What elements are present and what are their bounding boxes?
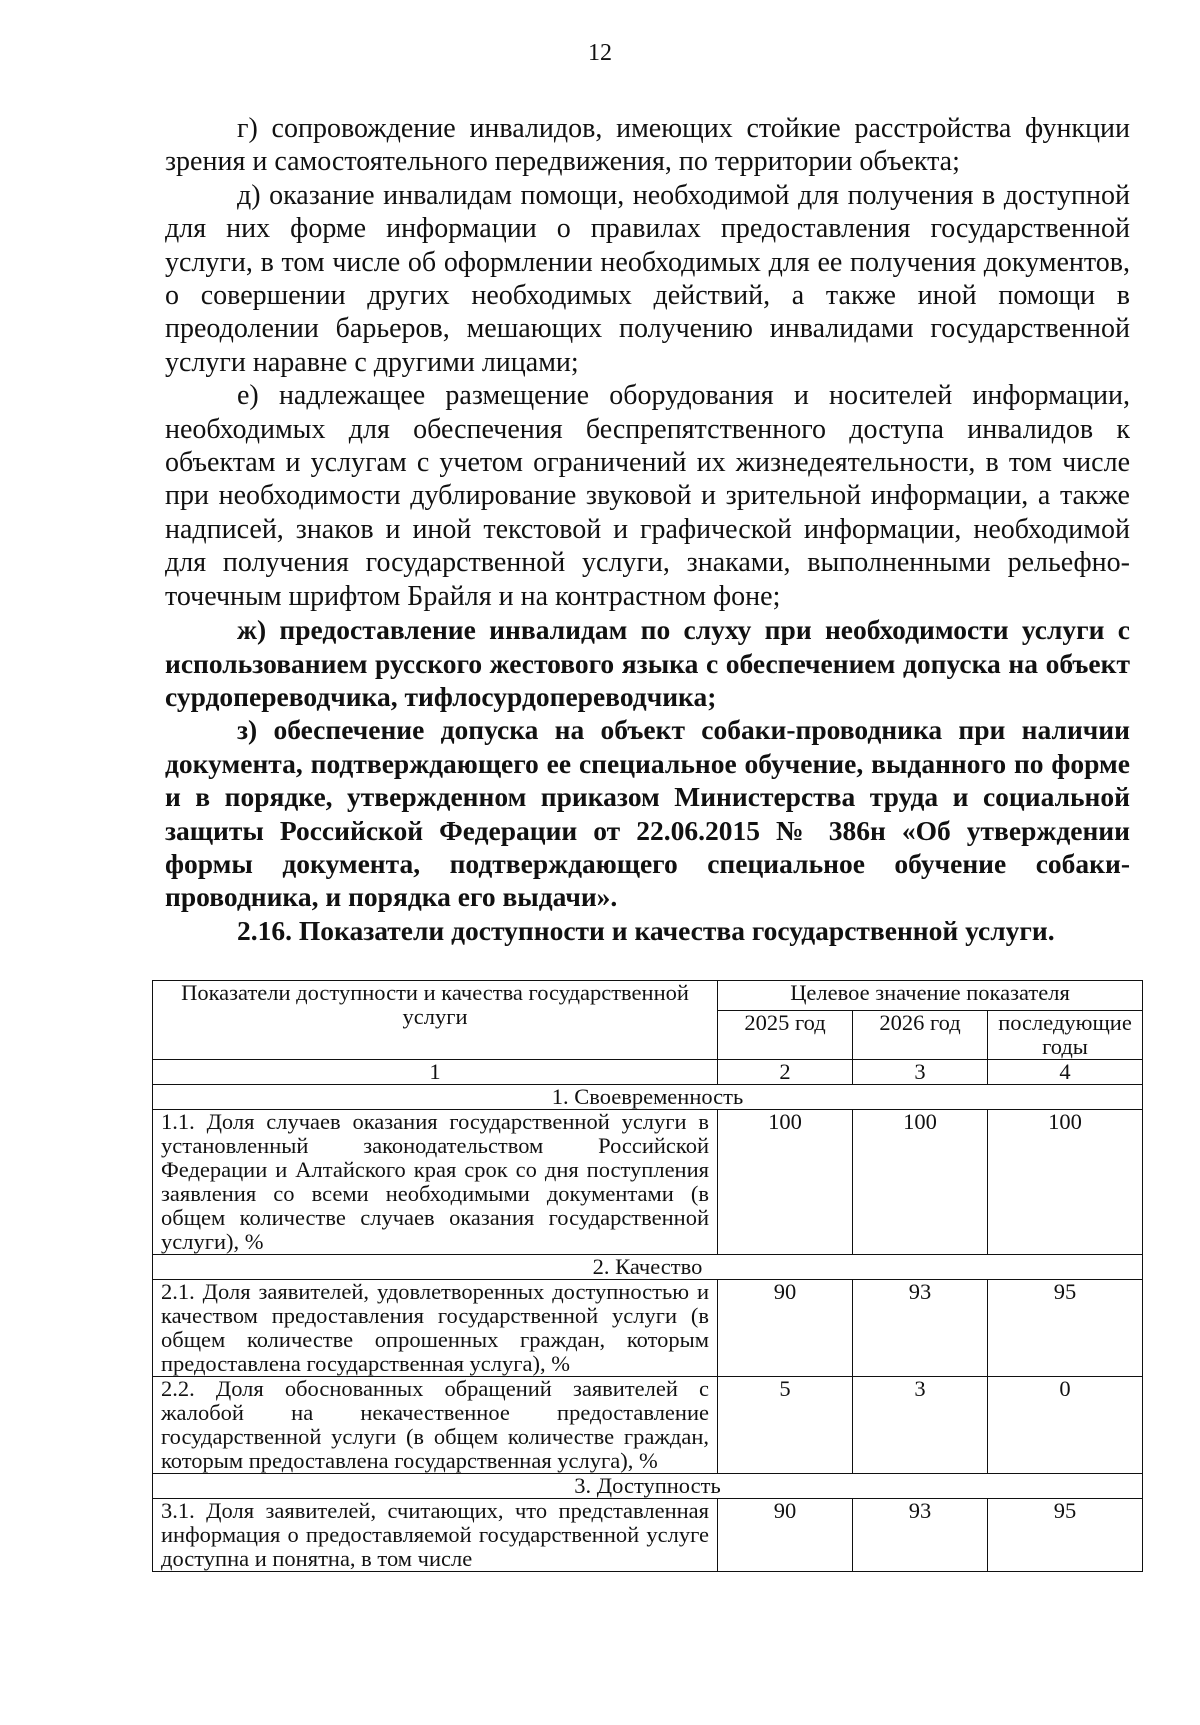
value-following: 100 bbox=[988, 1110, 1143, 1255]
value-2025: 90 bbox=[718, 1280, 853, 1377]
column-number: 1 bbox=[153, 1060, 718, 1085]
value-following: 0 bbox=[988, 1377, 1143, 1474]
value-following: 95 bbox=[988, 1499, 1143, 1572]
value-2025: 100 bbox=[718, 1110, 853, 1255]
body-text bbox=[165, 112, 1130, 947]
paragraph-d: д) оказание инвалидам помощи, необходимой для получения в доступной для них форме информации о правилах предоставления государственной услуги, в том числе об оформлении необходимых для ее получения документов, о совершении других необходимых действий, а также иной помощи в преодолении барьеров, мешающих получению инвалидами государственной услуги наравне с другими лицами; bbox=[165, 179, 1130, 378]
column-number: 3 bbox=[853, 1060, 988, 1085]
section-title-timeliness: 1. Своевременность bbox=[153, 1085, 1143, 1110]
section-row bbox=[153, 1474, 1143, 1499]
value-2026: 3 bbox=[853, 1377, 988, 1474]
header-year-2025: 2025 год bbox=[718, 1011, 853, 1060]
header-target-value: Целевое значение показателя bbox=[718, 981, 1143, 1011]
column-number-row bbox=[153, 1060, 1143, 1085]
header-year-2026: 2026 год bbox=[853, 1011, 988, 1060]
indicator-label: 1.1. Доля случаев оказания государственной услуги в установленный законодательством Российской Федерации и Алтайского края срок со дня поступления заявления со всеми необходимыми документами (в общем количестве случаев оказания государственной услуги), % bbox=[153, 1110, 718, 1255]
value-2025: 5 bbox=[718, 1377, 853, 1474]
value-2026: 93 bbox=[853, 1499, 988, 1572]
section-title-accessibility: 3. Доступность bbox=[153, 1474, 1143, 1499]
header-indicator: Показатели доступности и качества государственной услуги bbox=[153, 981, 718, 1060]
page-number: 12 bbox=[588, 40, 612, 66]
table-row bbox=[153, 1377, 1143, 1474]
value-2025: 90 bbox=[718, 1499, 853, 1572]
paragraph-zh: ж) предоставление инвалидам по слуху при необходимости услуги с использованием русского жестового языка с обеспечением допуска на объект сурдопереводчика, тифлосурдопереводчика; bbox=[165, 614, 1130, 712]
paragraph-e: е) надлежащее размещение оборудования и носителей информации, необходимых для обеспечения беспрепятственного доступа инвалидов к объектам и услугам с учетом ограничений их жизнедеятельности, в том числе при необходимости дублирование звуковой и зрительной информации, а также надписей, знаков и иной текстовой и графической информации, необходимой для получения государственной услуги, знаками, выполненными рельефно-точечным шрифтом Брайля и на контрастном фоне; bbox=[165, 380, 1130, 612]
table-row bbox=[153, 1499, 1143, 1572]
paragraph-z: з) обеспечение допуска на объект собаки-проводника при наличии документа, подтверждающего ее специальное обучение, выданного по форме и в порядке, утвержденном приказом Министерства труда и социальной защиты Российской Федерации от 22.06.2015 № 386н «Об утверждении формы документа, подтверждающего специальное обучение собаки-проводника, и порядка его выдачи». bbox=[165, 714, 1130, 913]
section-heading: 2.16. Показатели доступности и качества государственной услуги. bbox=[237, 914, 1055, 946]
value-2026: 100 bbox=[853, 1110, 988, 1255]
column-number: 4 bbox=[988, 1060, 1143, 1085]
indicator-label: 3.1. Доля заявителей, считающих, что представленная информация о предоставляемой государственной услуге доступна и понятна, в том числе bbox=[153, 1499, 718, 1572]
indicator-label: 2.2. Доля обоснованных обращений заявителей с жалобой на некачественное предоставление государственной услуги (в общем количестве граждан, которым предоставлена государственная услуга), % bbox=[153, 1377, 718, 1474]
section-row bbox=[153, 1085, 1143, 1110]
table-row bbox=[153, 1110, 1143, 1255]
indicator-label: 2.1. Доля заявителей, удовлетворенных доступностью и качеством предоставления государственной услуги (в общем количестве опрошенных граждан, которым предоставлена государственная услуга), % bbox=[153, 1280, 718, 1377]
value-2026: 93 bbox=[853, 1280, 988, 1377]
section-title-quality: 2. Качество bbox=[153, 1255, 1143, 1280]
table-row bbox=[153, 1280, 1143, 1377]
indicators-table bbox=[152, 980, 1143, 1572]
value-following: 95 bbox=[988, 1280, 1143, 1377]
header-following-years: последующие годы bbox=[988, 1011, 1143, 1060]
column-number: 2 bbox=[718, 1060, 853, 1085]
section-row bbox=[153, 1255, 1143, 1280]
table-header-row bbox=[153, 981, 1143, 1011]
paragraph-g: г) сопровождение инвалидов, имеющих стойкие расстройства функции зрения и самостоятельного передвижения, по территории объекта; bbox=[165, 113, 1130, 178]
